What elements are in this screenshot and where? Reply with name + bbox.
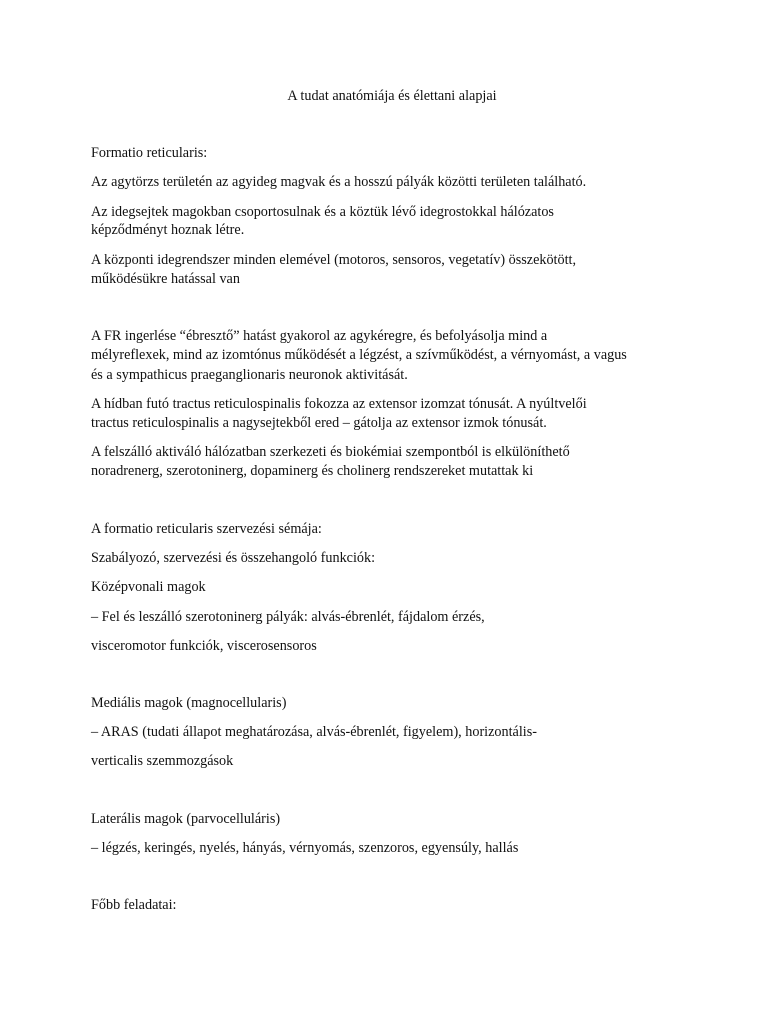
paragraph-line: Az agytörzs területén az agyideg magvak és a hosszú pályák közötti területen található. xyxy=(91,174,587,190)
paragraph-line: verticalis szemmozgások xyxy=(91,753,234,769)
section-heading-formatio: Formatio reticularis: xyxy=(91,145,208,161)
paragraph-line: – Fel és leszálló szerotoninerg pályák: alvás-ébrenlét, fájdalom érzés, xyxy=(91,609,485,625)
subheading-lateral-nuclei: Laterális magok (parvocelluláris) xyxy=(91,811,281,827)
paragraph-line: tractus reticulospinalis a nagysejtekből ered – gátolja az extensor izmok tónusát. xyxy=(91,415,547,431)
document-title: A tudat anatómiája és élettani alapjai xyxy=(287,88,497,104)
paragraph-line: noradrenerg, szerotoninerg, dopaminerg és cholinerg rendszereket mutattak ki xyxy=(91,463,534,479)
paragraph-line: mélyreflexek, mind az izomtónus működését a légzést, a szívműködést, a vérnyomást, a vagus xyxy=(91,347,627,363)
paragraph-line: A felszálló aktiváló hálózatban szerkezeti és biokémiai szempontból is elkülöníthető xyxy=(91,444,570,460)
paragraph-line: képződményt hoznak létre. xyxy=(91,222,245,238)
paragraph-line: Szabályozó, szervezési és összehangoló funkciók: xyxy=(91,550,376,566)
paragraph-line: A FR ingerlése “ébresztő” hatást gyakorol az agykéregre, és befolyásolja mind a xyxy=(91,328,548,344)
subheading-medial-nuclei: Mediális magok (magnocellularis) xyxy=(91,695,287,711)
section-heading-schema: A formatio reticularis szervezési sémája: xyxy=(91,521,322,537)
paragraph-line: – légzés, keringés, nyelés, hányás, vérnyomás, szenzoros, egyensúly, hallás xyxy=(91,840,519,856)
paragraph-line: és a sympathicus praeganglionaris neuronok aktivitását. xyxy=(91,367,408,383)
paragraph-line: A hídban futó tractus reticulospinalis fokozza az extensor izomzat tónusát. A nyúltvelői xyxy=(91,396,587,412)
paragraph-line: A központi idegrendszer minden elemével (motoros, sensoros, vegetatív) összekötött, xyxy=(91,252,577,268)
paragraph-line: visceromotor funkciók, viscerosensoros xyxy=(91,638,317,654)
section-heading-main-tasks: Főbb feladatai: xyxy=(91,897,177,913)
paragraph-line: Az idegsejtek magokban csoportosulnak és a köztük lévő idegrostokkal hálózatos xyxy=(91,204,554,220)
paragraph-line: működésükre hatással van xyxy=(91,271,240,287)
subheading-middle-nuclei: Középvonali magok xyxy=(91,579,206,595)
paragraph-line: – ARAS (tudati állapot meghatározása, alvás-ébrenlét, figyelem), horizontális- xyxy=(91,724,537,740)
